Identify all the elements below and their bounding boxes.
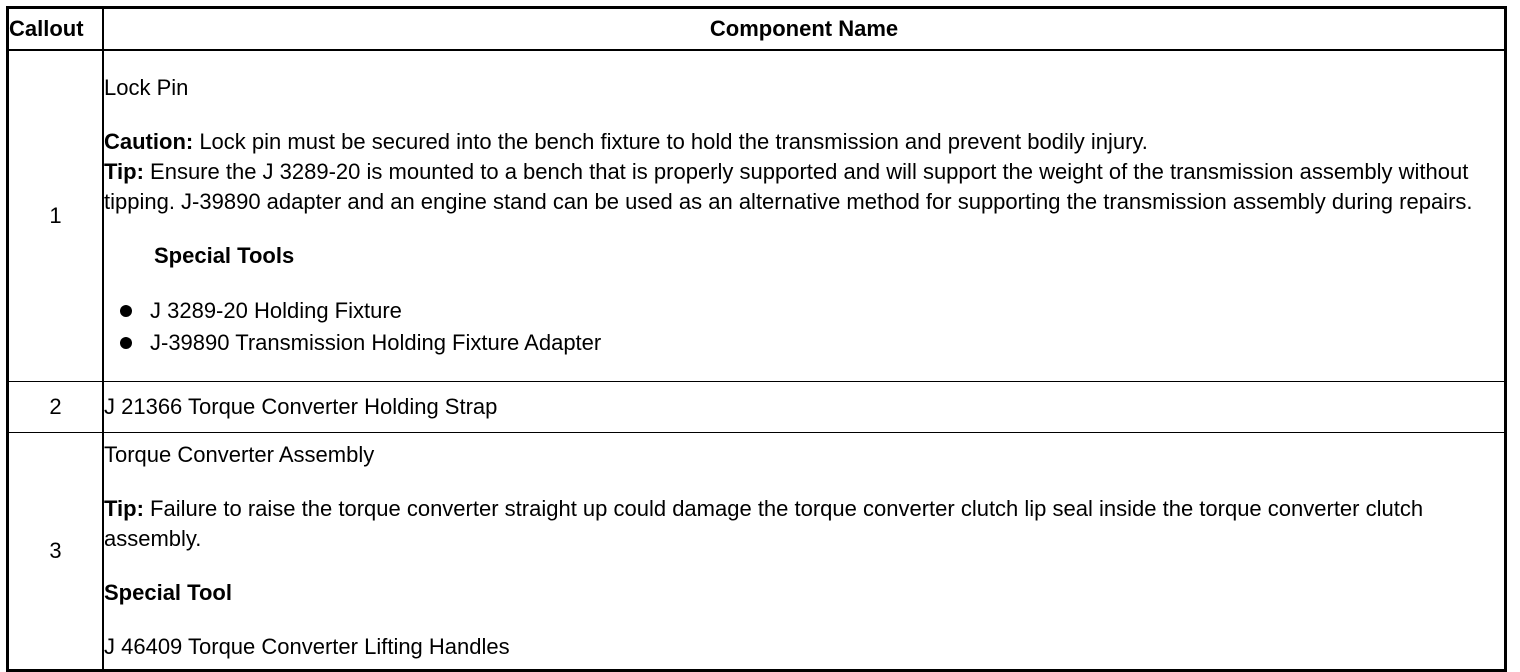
component-name: Torque Converter Assembly [104,442,375,467]
header-component-name: Component Name [103,8,1506,51]
table-row [8,382,1506,433]
component-name: J 21366 Torque Converter Holding Strap [104,394,498,419]
caution-note [104,127,1504,157]
table-header-row [8,8,1506,51]
callout-table [6,6,1507,672]
tool-label: J-39890 Transmission Holding Fixture Adapter [150,330,602,355]
component-cell [103,382,1506,433]
caution-label: Caution: [104,129,194,154]
callout-number: 3 [8,433,104,671]
special-tools-heading: Special Tools [154,243,295,268]
bullet-icon [120,337,132,349]
special-tool-heading: Special Tool [104,580,232,605]
callout-number: 2 [8,382,104,433]
list-item [120,327,1504,359]
tip-text: Ensure the J 3289-20 is mounted to a bench that is properly supported and will support the weight of the transmission assembly without tipping. J-39890 adapter and an engine stand can be used as an alternative method for supporting the transmission assembly during repairs. [104,159,1473,214]
component-name: Lock Pin [104,75,189,100]
tip-label: Tip: [104,159,144,184]
table-row [8,433,1506,671]
header-callout: Callout [8,8,104,51]
tip-text: Failure to raise the torque converter straight up could damage the torque converter clutch lip seal inside the torque converter clutch assembly. [104,496,1424,551]
component-cell [103,433,1506,671]
bullet-icon [120,305,132,317]
tool-label: J 3289-20 Holding Fixture [150,298,402,323]
tip-note [104,494,1504,554]
tip-label: Tip: [104,496,144,521]
tip-note [104,157,1504,217]
component-cell [103,50,1506,382]
special-tool-label: J 46409 Torque Converter Lifting Handles [104,634,510,659]
special-tools-list [104,295,1504,359]
caution-text: Lock pin must be secured into the bench fixture to hold the transmission and prevent bodily injury. [193,129,1148,154]
list-item [120,295,1504,327]
callout-number: 1 [8,50,104,382]
table-row [8,50,1506,382]
